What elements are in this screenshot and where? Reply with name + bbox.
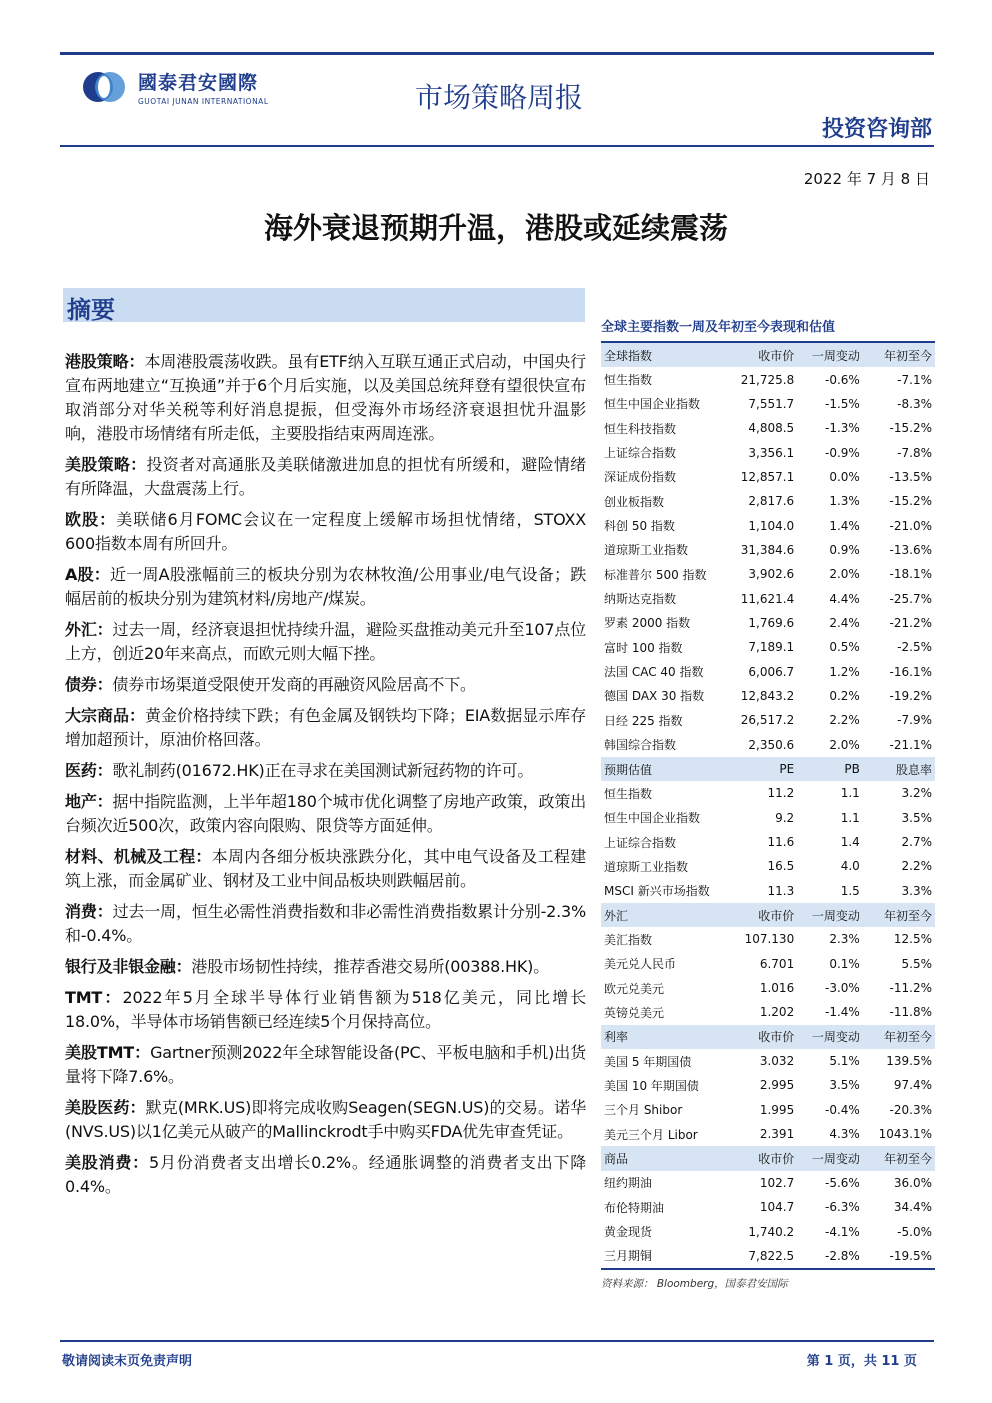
table-cell: -19.5%	[863, 1244, 935, 1269]
page-number: 第 1 页，共 11 页	[806, 1354, 917, 1369]
paragraph-label: 欧股：	[65, 510, 117, 529]
table-cell: 104.7	[759, 1200, 795, 1215]
table-cell: 1,740.2	[748, 1224, 795, 1239]
table-row	[601, 659, 935, 683]
table-cell: 1,769.6	[748, 615, 795, 630]
table-row	[601, 1122, 935, 1146]
table-section-header	[601, 1146, 935, 1170]
table-cell: 道琼斯工业指数	[604, 859, 689, 874]
table-row	[601, 976, 935, 1000]
table-row	[601, 611, 935, 635]
table-cell: -2.8%	[797, 1244, 863, 1269]
table-row	[601, 1098, 935, 1122]
paragraph-text: 5月份消费者支出增长0.2%。经通胀调整的消费者支出下降0.4%。	[65, 1153, 586, 1196]
table-row	[601, 1049, 935, 1073]
table-row	[601, 367, 935, 391]
table-cell: -1.4%	[825, 1005, 860, 1020]
table-row	[601, 733, 935, 757]
table-cell: -5.6%	[825, 1175, 860, 1190]
table-cell: -7.1%	[897, 372, 932, 387]
table-row	[601, 806, 935, 830]
table-cell: 36.0%	[893, 1175, 932, 1190]
table-row	[601, 538, 935, 562]
table-row	[601, 1219, 935, 1243]
header-rule	[60, 145, 934, 147]
paragraph-text: 投资者对高通胀及美联储激进加息的担忧有所缓和，避险情绪有所降温，大盘震荡上行。	[65, 455, 586, 498]
table-row	[601, 392, 935, 416]
table-cell: 26,517.2	[740, 713, 795, 728]
table-cell: 16.5	[767, 859, 795, 874]
table-cell: -13.6%	[889, 542, 932, 557]
table-cell: 4.3%	[829, 1127, 860, 1142]
summary-paragraph	[65, 986, 586, 1034]
table-cell: 2.4%	[829, 615, 860, 630]
logo-emblem-icon	[80, 69, 128, 105]
table-cell: 139.5%	[886, 1054, 932, 1069]
paragraph-label: 材料、机械及工程：	[65, 847, 212, 866]
table-row	[601, 879, 935, 903]
table-cell: -19.2%	[889, 688, 932, 703]
summary-heading: 摘要	[67, 295, 115, 324]
table-cell: 3.032	[759, 1054, 795, 1069]
table-section-header	[601, 757, 935, 781]
summary-paragraph	[65, 350, 586, 446]
table-cell: 11,621.4	[740, 591, 795, 606]
table-row	[601, 952, 935, 976]
summary-paragraph	[65, 845, 586, 893]
table-cell: 1.1	[840, 786, 860, 801]
table-cell: -7.8%	[897, 445, 932, 460]
table-cell: 2.0%	[829, 567, 860, 582]
table-header-cell: 预期估值	[601, 757, 725, 781]
summary-paragraph	[65, 563, 586, 611]
paragraph-text: 港股市场韧性持续，推荐香港交易所(00388.HK)。	[191, 957, 549, 976]
market-table-panel	[601, 316, 935, 1291]
table-header-cell: 外汇	[601, 903, 725, 927]
table-cell: 34.4%	[893, 1200, 932, 1215]
table-header-cell: 收市价	[725, 1025, 797, 1049]
company-logo	[80, 68, 269, 106]
table-cell: 美元三个月 Libor	[604, 1127, 698, 1142]
paragraph-text: 据中指院监测，上半年超180个城市优化调整了房地产政策，政策出台频次近500次，政策内容向限购、限贷等方面延伸。	[65, 792, 587, 835]
table-section-header	[601, 903, 935, 927]
table-cell: 31,384.6	[740, 542, 795, 557]
summary-paragraph	[65, 900, 586, 948]
table-cell: -2.5%	[897, 640, 932, 655]
paragraph-text: 近一周A股涨幅前三的板块分别为农林牧渔/公用事业/电气设备；跌幅居前的板块分别为建筑材料/房地产/煤炭。	[65, 565, 586, 608]
summary-paragraph	[65, 1041, 586, 1089]
table-cell: 5.5%	[901, 956, 932, 971]
paragraph-label: 医药：	[65, 761, 113, 780]
table-cell: 4.0	[840, 859, 860, 874]
table-cell: 9.2	[775, 810, 795, 825]
table-cell: 2.3%	[829, 932, 860, 947]
table-cell: 三月期铜	[601, 1244, 725, 1269]
table-header-cell: 商品	[601, 1146, 725, 1170]
table-cell: 1,104.0	[748, 518, 795, 533]
table-cell: 1.016	[759, 981, 795, 996]
table-row	[601, 830, 935, 854]
table-row	[601, 1244, 935, 1269]
table-cell: -4.1%	[825, 1224, 860, 1239]
department: 投资咨询部	[821, 116, 932, 142]
summary-paragraph	[65, 618, 586, 666]
table-cell: 2.391	[759, 1127, 795, 1142]
table-cell: 深证成份指数	[604, 470, 677, 485]
table-cell: -18.1%	[889, 567, 932, 582]
table-cell: 0.0%	[829, 469, 860, 484]
table-cell: 2.2%	[829, 713, 860, 728]
table-cell: 美元兑人民币	[604, 957, 677, 972]
paragraph-text: 本周港股震荡收跌。虽有ETF纳入互联互通正式启动，中国央行宣布两地建立“互换通”并于6个月后实施，以及美国总统拜登有望很快宣布取消部分对华关税等利好消息提振，但受海外市场经济衰退担忧升温影响，港股市场情绪有所走低，主要股指结束两周连涨。	[65, 352, 586, 443]
summary-paragraph	[65, 508, 586, 556]
table-cell: 3,902.6	[748, 567, 795, 582]
table-cell: -8.3%	[897, 396, 932, 411]
summary-paragraph	[65, 673, 586, 697]
table-cell: 2.2%	[901, 859, 932, 874]
paragraph-label: 银行及非银金融：	[65, 957, 192, 976]
table-cell: 上证综合指数	[604, 835, 677, 850]
table-cell: 7,822.5	[725, 1244, 797, 1269]
summary-paragraphs	[65, 350, 586, 1206]
paragraph-text: Gartner预测2022年全球智能设备(PC、平板电脑和手机)出货量将下降7.6%。	[65, 1043, 586, 1086]
summary-paragraph	[65, 1151, 586, 1199]
table-cell: 美国 5 年期国债	[604, 1054, 692, 1069]
table-cell: 1.995	[759, 1102, 795, 1117]
table-cell: 1.4%	[829, 518, 860, 533]
summary-heading-bar	[63, 288, 585, 322]
table-cell: 1.5	[840, 883, 860, 898]
table-row	[601, 927, 935, 951]
table-cell: 5.1%	[829, 1054, 860, 1069]
table-cell: 12,857.1	[740, 469, 795, 484]
table-cell: 11.6	[767, 835, 795, 850]
table-cell: -25.7%	[889, 591, 932, 606]
paragraph-label: 美股TMT：	[65, 1043, 151, 1062]
table-cell: 创业板指数	[604, 494, 665, 509]
table-header-cell: PB	[797, 757, 863, 781]
table-cell: 布伦特期油	[604, 1200, 665, 1215]
table-header-cell: 收市价	[725, 903, 797, 927]
table-cell: 11.3	[767, 883, 795, 898]
paragraph-text: 默克(MRK.US)即将完成收购Seagen(SEGN.US)的交易。诺华(NVS.US)以1亿美元从破产的Mallinckrodt手中购买FDA优先审查凭证。	[65, 1098, 586, 1141]
table-header-cell: 收市价	[725, 343, 797, 367]
market-table	[601, 343, 935, 1270]
paragraph-label: 地产：	[65, 792, 113, 811]
table-cell: 3.3%	[901, 883, 932, 898]
table-cell: 3.5%	[901, 810, 932, 825]
table-row	[601, 708, 935, 732]
table-cell: -1.3%	[825, 421, 860, 436]
table-row	[601, 586, 935, 610]
paragraph-text: 债券市场渠道受限使开发商的再融资风险居高不下。	[112, 675, 476, 694]
table-cell: -15.2%	[889, 494, 932, 509]
table-cell: 0.9%	[829, 542, 860, 557]
summary-paragraph	[65, 453, 586, 501]
table-cell: 上证综合指数	[604, 446, 677, 461]
table-header-cell: 利率	[601, 1025, 725, 1049]
table-cell: -21.0%	[889, 518, 932, 533]
table-row	[601, 465, 935, 489]
footer-disclaimer[interactable]: 敬请阅读末页免责声明	[62, 1354, 193, 1369]
table-cell: -16.1%	[889, 664, 932, 679]
table-cell: 2.7%	[901, 835, 932, 850]
table-cell: -11.2%	[889, 981, 932, 996]
table-header-cell: 一周变动	[797, 1146, 863, 1170]
table-cell: 3.5%	[829, 1078, 860, 1093]
table-cell: 2.0%	[829, 737, 860, 752]
table-cell: -13.5%	[889, 469, 932, 484]
table-row	[601, 684, 935, 708]
table-cell: 恒生科技指数	[604, 421, 677, 436]
paragraph-label: 美股策略：	[65, 455, 147, 474]
table-cell: 21,725.8	[740, 372, 795, 387]
summary-paragraph	[65, 759, 586, 783]
table-cell: 恒生中国企业指数	[604, 811, 701, 826]
report-date: 2022 年 7 月 8 日	[803, 170, 930, 188]
table-header-cell: 股息率	[863, 757, 935, 781]
table-cell: -6.3%	[825, 1200, 860, 1215]
table-cell: 1.1	[840, 810, 860, 825]
table-header-cell: 全球指数	[601, 343, 725, 367]
table-cell: 恒生指数	[604, 786, 653, 801]
table-cell: 英镑兑美元	[604, 1005, 665, 1020]
table-cell: -11.8%	[889, 1005, 932, 1020]
table-title: 全球主要指数一周及年初至今表现和估值	[601, 316, 935, 343]
table-cell: 0.5%	[829, 640, 860, 655]
table-cell: -15.2%	[889, 421, 932, 436]
logo-name-en: GUOTAI JUNAN INTERNATIONAL	[138, 97, 269, 106]
table-header-cell: 年初至今	[863, 1146, 935, 1170]
table-cell: 1.202	[759, 1005, 795, 1020]
table-cell: -0.4%	[825, 1102, 860, 1117]
table-cell: 纽约期油	[604, 1176, 653, 1191]
table-row	[601, 854, 935, 878]
paragraph-label: 消费：	[65, 902, 113, 921]
table-section-header	[601, 343, 935, 367]
paragraph-label: TMT：	[65, 988, 123, 1007]
footer-rule	[60, 1340, 934, 1342]
table-cell: -21.2%	[889, 615, 932, 630]
table-cell: 富时 100 指数	[604, 640, 683, 655]
table-cell: 1.4	[840, 835, 860, 850]
table-row	[601, 489, 935, 513]
top-rule	[60, 52, 934, 55]
table-header-cell: 一周变动	[797, 903, 863, 927]
table-cell: 12.5%	[893, 932, 932, 947]
table-cell: 美汇指数	[604, 932, 653, 947]
table-cell: 4,808.5	[748, 421, 795, 436]
paragraph-text: 歌礼制药(01672.HK)正在寻求在美国测试新冠药物的许可。	[112, 761, 534, 780]
table-cell: 德国 DAX 30 指数	[604, 689, 705, 704]
table-cell: 4.4%	[829, 591, 860, 606]
table-cell: -5.0%	[897, 1224, 932, 1239]
table-cell: 3.2%	[901, 786, 932, 801]
table-section-header	[601, 1025, 935, 1049]
table-header-cell: 年初至今	[863, 903, 935, 927]
summary-paragraph	[65, 790, 586, 838]
table-row	[601, 1073, 935, 1097]
table-row	[601, 440, 935, 464]
table-cell: 韩国综合指数	[604, 738, 677, 753]
table-cell: 纳斯达克指数	[604, 592, 677, 607]
table-cell: 6,006.7	[748, 664, 795, 679]
paragraph-label: A股：	[65, 565, 111, 584]
paragraph-text: 过去一周，恒生必需性消费指数和非必需性消费指数累计分别-2.3%和-0.4%。	[65, 902, 586, 945]
table-source: 资料来源： Bloomberg，国泰君安国际	[601, 1278, 788, 1291]
table-cell: 1.2%	[829, 664, 860, 679]
table-header-cell: PE	[725, 757, 797, 781]
table-row	[601, 416, 935, 440]
paragraph-label: 美股医药：	[65, 1098, 146, 1117]
table-cell: 11.2	[767, 786, 795, 801]
table-cell: 0.1%	[829, 956, 860, 971]
table-cell: 6.701	[759, 956, 795, 971]
table-header-cell: 年初至今	[863, 343, 935, 367]
paragraph-label: 外汇：	[65, 620, 113, 639]
paragraph-label: 债券：	[65, 675, 113, 694]
table-cell: -1.5%	[825, 396, 860, 411]
table-cell: 0.2%	[829, 688, 860, 703]
table-row	[601, 1195, 935, 1219]
table-cell: 7,189.1	[748, 640, 795, 655]
table-row	[601, 1171, 935, 1195]
table-row	[601, 635, 935, 659]
table-cell: 道琼斯工业指数	[604, 543, 689, 558]
table-row	[601, 513, 935, 537]
table-cell: -21.1%	[889, 737, 932, 752]
paragraph-text: 本周内各细分板块涨跌分化，其中电气设备及工程建筑上涨，而金属矿业、钢材及工业中间品板块则跌幅居前。	[65, 847, 586, 890]
table-cell: 法国 CAC 40 指数	[604, 665, 704, 680]
table-cell: 2.995	[759, 1078, 795, 1093]
table-row	[601, 1000, 935, 1024]
table-cell: 三个月 Shibor	[604, 1103, 683, 1118]
table-cell: -7.9%	[897, 713, 932, 728]
table-row	[601, 562, 935, 586]
table-cell: 2,817.6	[748, 494, 795, 509]
summary-paragraph	[65, 704, 586, 752]
table-row	[601, 781, 935, 805]
table-cell: 恒生中国企业指数	[604, 397, 701, 412]
table-cell: 102.7	[759, 1175, 795, 1190]
table-cell: 97.4%	[893, 1078, 932, 1093]
table-cell: 科创 50 指数	[604, 519, 675, 534]
table-cell: -3.0%	[825, 981, 860, 996]
table-cell: 恒生指数	[604, 373, 653, 388]
table-header-cell: 一周变动	[797, 1025, 863, 1049]
paragraph-text: 黄金价格持续下跌；有色金属及钢铁均下降；EIA数据显示库存增加超预计，原油价格回落。	[65, 706, 586, 749]
table-cell: 3,356.1	[748, 445, 795, 460]
paragraph-text: 2022年5月全球半导体行业销售额为518亿美元，同比增长18.0%，半导体市场销售额已经连续5个月保持高位。	[65, 988, 587, 1031]
table-cell: 美国 10 年期国债	[604, 1078, 699, 1093]
table-cell: 1043.1%	[878, 1127, 932, 1142]
table-cell: 107.130	[744, 932, 795, 947]
page-title: 海外衰退预期升温，港股或延续震荡	[263, 211, 728, 245]
report-type: 市场策略周报	[415, 81, 584, 114]
table-cell: 标准普尔 500 指数	[604, 567, 707, 582]
summary-paragraph	[65, 955, 586, 979]
logo-name-cn: 國泰君安國際	[138, 72, 259, 94]
table-cell: MSCI 新兴市场指数	[604, 884, 710, 899]
table-cell: -0.6%	[825, 372, 860, 387]
summary-paragraph	[65, 1096, 586, 1144]
table-cell: 欧元兑美元	[604, 981, 665, 996]
table-cell: 1.3%	[829, 494, 860, 509]
table-header-cell: 年初至今	[863, 1025, 935, 1049]
paragraph-text: 美联储6月FOMC会议在一定程度上缓解市场担忧情绪，STOXX 600指数本周有所回升。	[65, 510, 586, 553]
table-header-cell: 一周变动	[797, 343, 863, 367]
table-cell: 日经 225 指数	[604, 713, 683, 728]
paragraph-text: 过去一周，经济衰退担忧持续升温，避险买盘推动美元升至107点位上方，创近20年来高点，而欧元则大幅下挫。	[65, 620, 587, 663]
table-cell: 7,551.7	[748, 396, 795, 411]
paragraph-label: 港股策略：	[65, 352, 145, 371]
table-cell: 12,843.2	[740, 688, 795, 703]
paragraph-label: 大宗商品：	[65, 706, 146, 725]
table-cell: 2,350.6	[748, 737, 795, 752]
table-header-cell: 收市价	[725, 1146, 797, 1170]
table-cell: 罗素 2000 指数	[604, 616, 691, 631]
table-cell: 黄金现货	[604, 1225, 653, 1240]
paragraph-label: 美股消费：	[65, 1153, 149, 1172]
table-cell: -0.9%	[825, 445, 860, 460]
table-cell: -20.3%	[889, 1102, 932, 1117]
